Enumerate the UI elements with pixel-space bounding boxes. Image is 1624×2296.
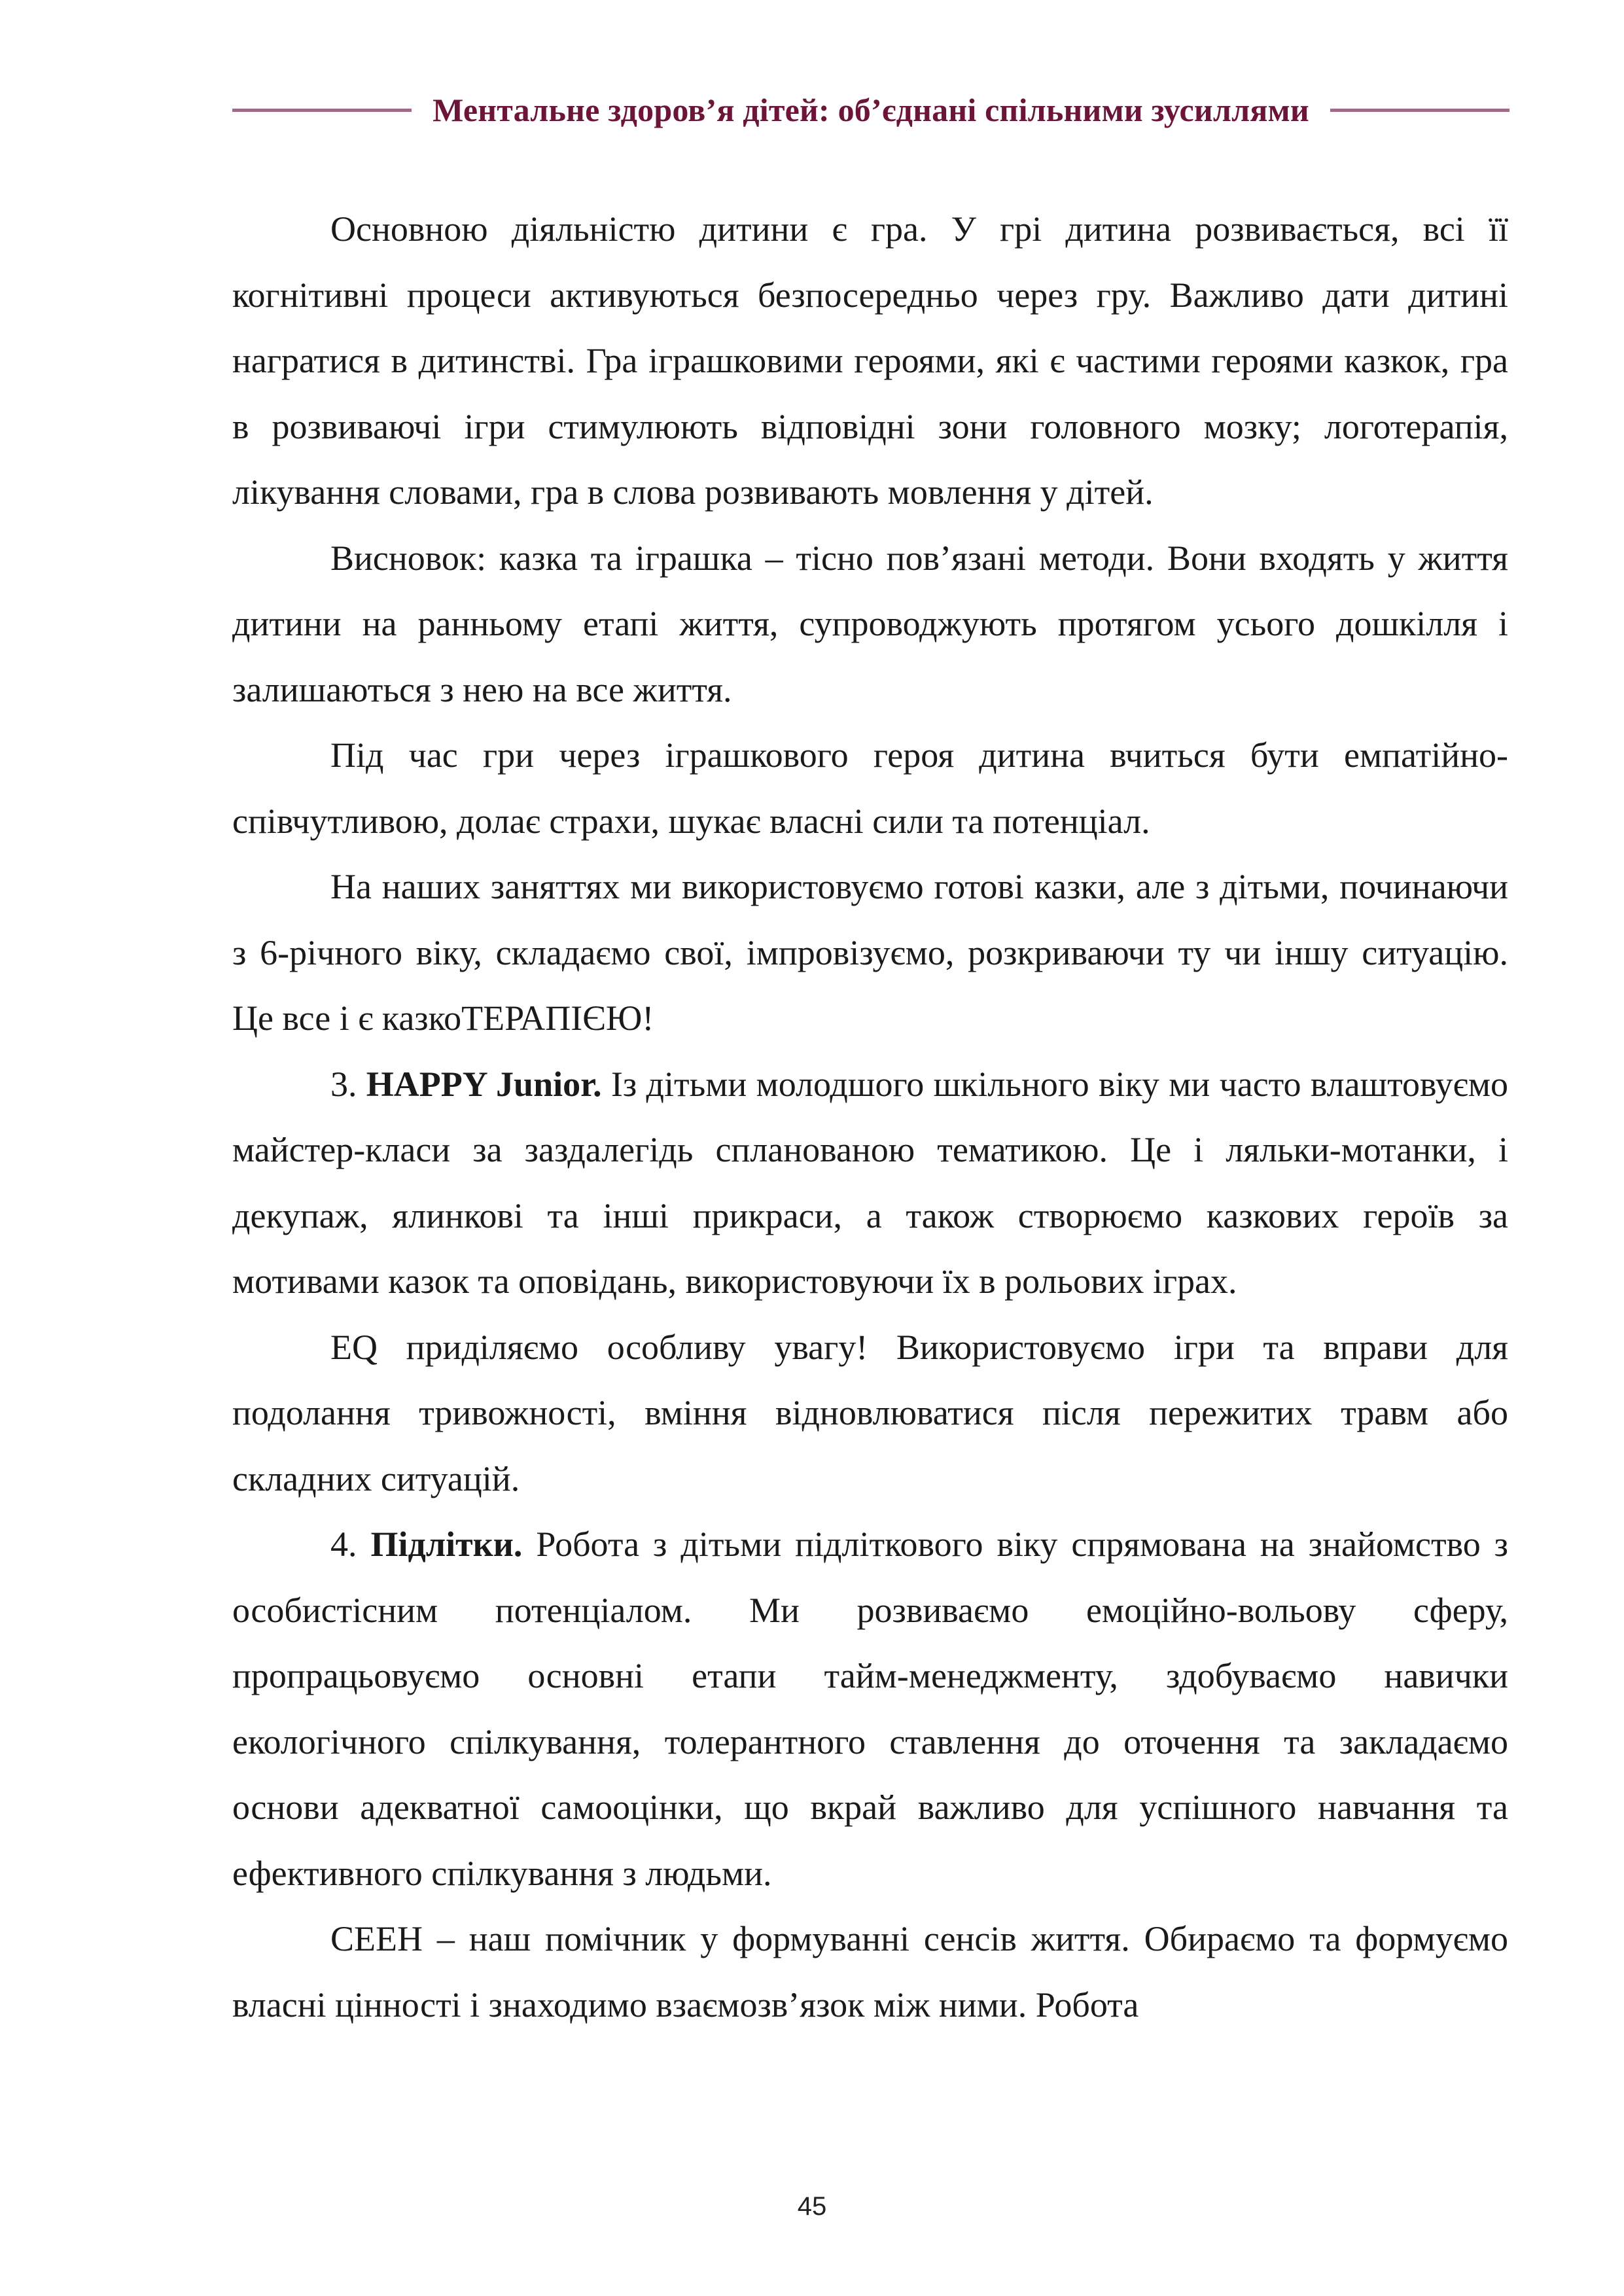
paragraph-5 [232,1051,1508,1315]
paragraph-text: EQ приділяємо особливу увагу! Використовуємо ігри та вправи для подолання тривожності, вміння відновлюватися після пережитих травм або складних ситуацій. [232,1327,1508,1498]
section-heading: Підлітки. [370,1525,523,1564]
paragraph-7 [232,1511,1508,1906]
paragraph-8 [232,1906,1508,2038]
header-rule-left [232,109,412,112]
paragraph-6 [232,1315,1508,1512]
paragraph-text: Робота з дітьми підліткового віку спрямована на знайомство з особистісним потенціалом. Ми розвиваємо емоційно-вольову сферу, пропрацьовуємо основні етапи тайм-менеджменту, здобуваємо навички екологічного спілкування, толерантного ставлення до оточення та закладаємо основи адекватної самооцінки, що вкрай важливо для успішного навчання та ефективного спілкування з людьми. [232,1525,1509,1893]
page-number: 45 [797,2192,827,2221]
paragraph-text: Основною діяльністю дитини є гра. У грі дитина розвивається, всі її когнітивні процеси активуються безпосередньо через гру. Важливо дати дитині награтися в дитинстві. Гра іграшковими героями, які є частими героями казкок, гра в розвиваючі ігри стимулюють відповідні зони головного мозку; логотерапія, лікування словами, гра в слова розвивають мовлення у дітей. [232,209,1508,512]
paragraph-1 [232,196,1508,525]
paragraph-text: На наших заняттях ми використовуємо готові казки, але з дітьми, починаючи з 6-річного віку, складаємо свої, імпровізуємо, розкриваючи ту чи іншу ситуацію. Це все і є казкоТЕРАПІЄЮ! [232,867,1508,1038]
section-heading: HAPPY Junior. [366,1064,602,1104]
paragraph-3 [232,722,1508,854]
header-rule-right [1330,109,1509,112]
paragraph-2 [232,525,1508,723]
header-title: Ментальне здоров’я дітей: об’єднані спільними зусиллями [432,92,1309,128]
paragraph-4 [232,854,1508,1051]
section-number: 4. [330,1525,357,1564]
running-header [232,84,1509,136]
paragraph-text: Висновок: казка та іграшка – тісно пов’язані методи. Вони входять у життя дитини на ранньому етапі життя, супроводжують протягом усього дошкілля і залишаються з нею на все життя. [232,538,1508,709]
paragraph-text: СЕЕН – наш помічник у формуванні сенсів життя. Обираємо та формуємо власні цінності і знаходимо взаємозв’язок між ними. Робота [232,1919,1508,2024]
body-text [232,196,1508,2038]
section-number: 3. [330,1064,357,1104]
paragraph-text: Із дітьми молодшого шкільного віку ми часто влаштовуємо майстер-класи за заздалегідь спланованою тематикою. Це і ляльки-мотанки, і декупаж, ялинкові та інші прикраси, а також створюємо казкових героїв за мотивами казок та оповідань, використовуючи їх в рольових іграх. [232,1064,1509,1301]
paragraph-text: Під час гри через іграшкового героя дитина вчиться бути емпатійно-співчутливою, долає страхи, шукає власні сили та потенціал. [232,735,1508,841]
